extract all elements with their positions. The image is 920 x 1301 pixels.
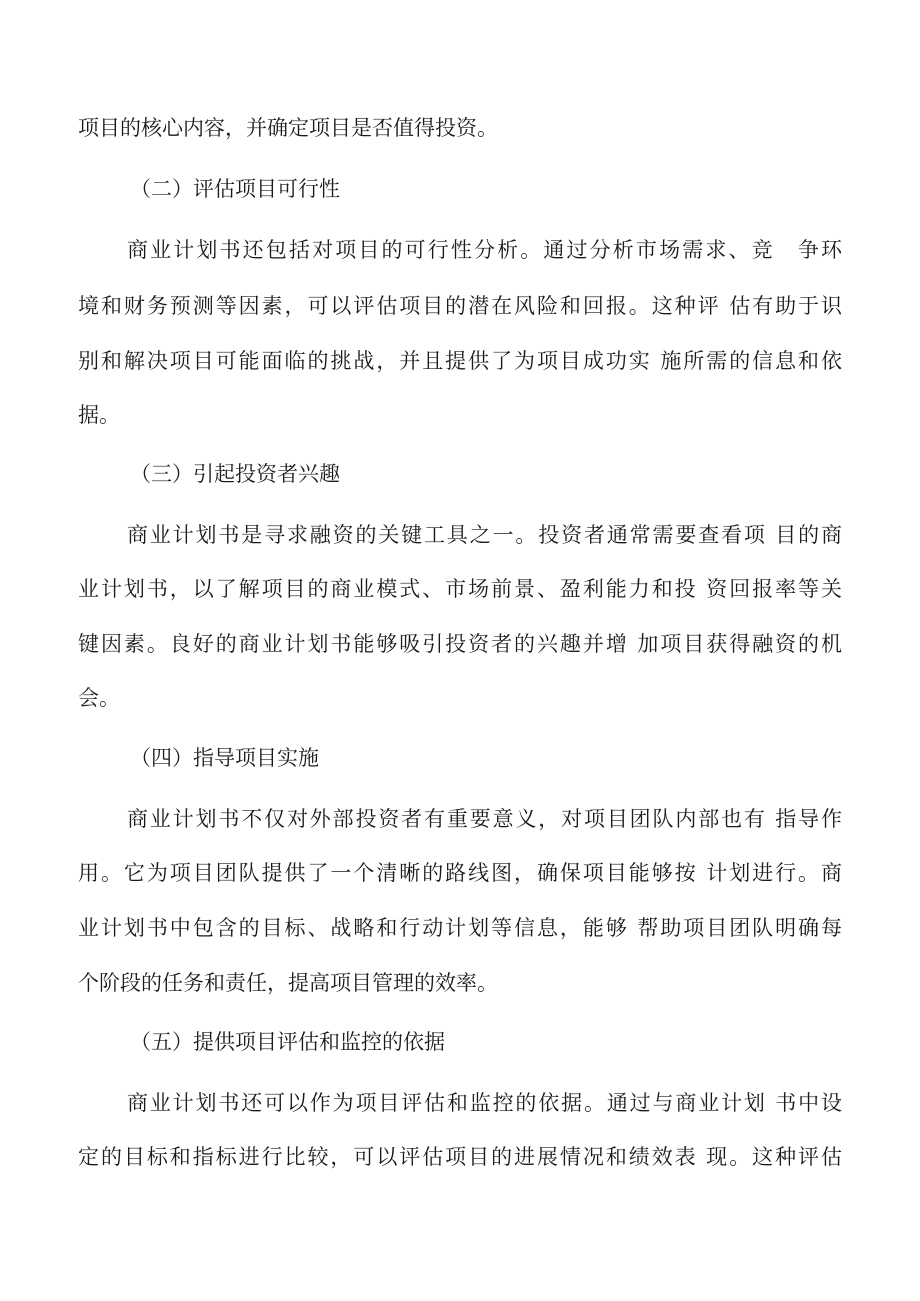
paragraph-line: 用。它为项目团队提供了一个清晰的路线图，确保项目能够按 计划进行。商 (78, 861, 842, 885)
paragraph-line: 商业计划书是寻求融资的关键工具之一。投资者通常需要查看项 目的商 (127, 523, 842, 547)
paragraph-line: 会。 (78, 686, 120, 710)
paragraph-line: 境和财务预测等因素，可以评估项目的潜在风险和回报。这种评 估有助于识 (78, 294, 842, 318)
section-heading: （四）指导项目实施 (130, 746, 319, 770)
paragraph-line: 商业计划书还包括对项目的可行性分析。通过分析市场需求、竞 争环 (127, 238, 842, 262)
paragraph-line: 业计划书，以了解项目的商业模式、市场前景、盈利能力和投 资回报率等关 (78, 577, 842, 601)
paragraph-line: 个阶段的任务和责任，提高项目管理的效率。 (78, 971, 498, 995)
paragraph-line: 商业计划书还可以作为项目评估和监控的依据。通过与商业计划 书中设 (127, 1091, 842, 1115)
section-heading: （三）引起投资者兴趣 (130, 462, 340, 486)
paragraph-line: 键因素。良好的商业计划书能够吸引投资者的兴趣并增 加项目获得融资的机 (78, 632, 842, 656)
section-heading: （五）提供项目评估和监控的依据 (130, 1030, 445, 1054)
paragraph-line: 业计划书中包含的目标、战略和行动计划等信息，能够 帮助项目团队明确每 (78, 916, 842, 940)
paragraph-line: 项目的核心内容，并确定项目是否值得投资。 (78, 116, 498, 140)
section-heading: （二）评估项目可行性 (130, 177, 340, 201)
paragraph-line: 定的目标和指标进行比较，可以评估项目的进展情况和绩效表 现。这种评估 (78, 1145, 842, 1169)
paragraph-line: 据。 (78, 403, 120, 427)
paragraph-line: 商业计划书不仅对外部投资者有重要意义，对项目团队内部也有 指导作 (127, 807, 842, 831)
paragraph-line: 别和解决项目可能面临的挑战，并且提供了为项目成功实 施所需的信息和依 (78, 349, 842, 373)
